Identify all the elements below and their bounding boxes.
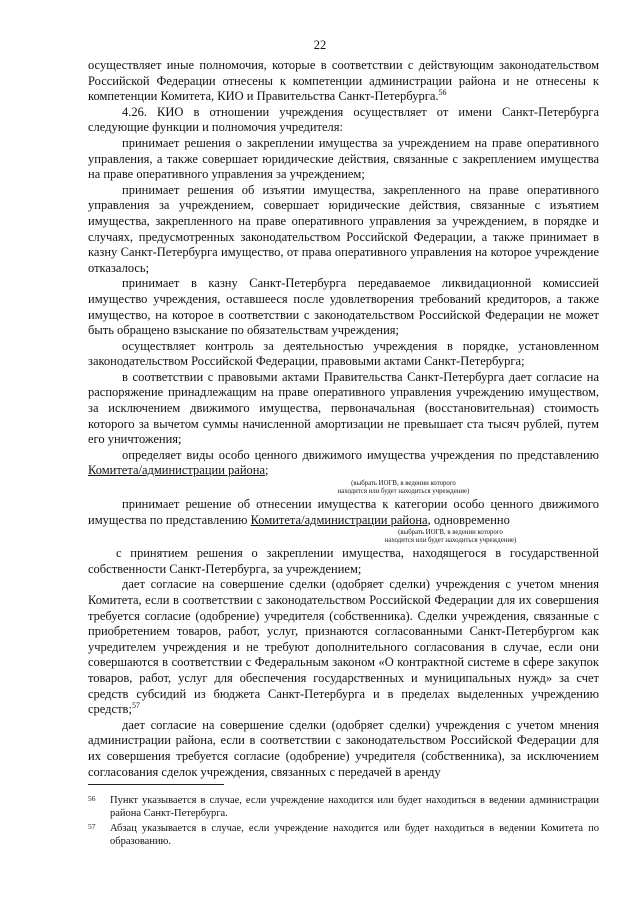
paragraph-consent-disposal: в соответствии с правовыми актами Правительства Санкт-Петербурга дает согласие на распоряжение принадлежащим на праве оперативного управления учреждению имуществом, за исключением движимого имущества, первоначальная (восстановительная) стоимость которого за вычетом суммы начисленной амортизации не превышает ста тысяч рублей, путем его уничтожения;: [88, 369, 599, 447]
note-line: находится или будет находиться учреждение): [337, 488, 470, 496]
note-line: (выбрать ИОГВ, в ведении которого: [398, 529, 503, 537]
paragraph-other-powers: [88, 58, 599, 105]
paragraph-4-26: 4.26. КИО в отношении учреждения осуществляет от имени Санкт-Петербурга следующие функции и полномочия учредителя:: [88, 104, 599, 135]
paragraph-assign-property: принимает решения о закреплении имущества за учреждением на праве оперативного управления, а также совершает юридические действия, связанные с закреплением имущества на праве оперативного управления за учреждением;: [88, 135, 599, 182]
footnote-number: 57: [88, 822, 96, 831]
paragraph-treasury-liquidation: принимает в казну Санкт-Петербурга передаваемое ликвидационной комиссией имущество учреждения, оставшееся после удовлетворения требований кредиторов, а также имущество, на которое в соответствии с законодательством Российской Федерации не может быть обращено взыскание по обязательствам учреждения;: [88, 276, 599, 338]
document-body: [88, 58, 599, 780]
footnote-number: 56: [88, 794, 96, 803]
paragraph-consent-committee: [88, 577, 599, 717]
note-line: (выбрать ИОГВ, в ведении которого: [351, 480, 456, 488]
select-body-placeholder: Комитета/администрации района: [250, 512, 428, 527]
footnote-text: Пункт указывается в случае, если учреждение находится или будет находиться в ведении администрации района Санкт-Петербурга.: [110, 795, 599, 819]
paragraph-classify-valuable-property: [88, 497, 599, 528]
footnote-ref-57: 57: [131, 701, 140, 710]
footnote-text: Абзац указывается в случае, если учреждение находится или будет находиться в ведении Комитета по образованию.: [110, 823, 599, 847]
footnote-ref-56: 56: [438, 88, 447, 98]
paragraph-text: определяет виды особо ценного движимого имущества учреждения по представлению: [122, 447, 599, 462]
paragraph-text: дает согласие на совершение сделки (одобряет сделки) учреждения с учетом мнения Комитета, если в соответствии с законодательством Российской Федерации для их совершения требуется согласие (одобрение) учредителя (собственника). Сделки учреждения, связанные с приобретением товаров, работ, услуг, признаются согласованными Санкт-Петербургом как учредителем учреждения и не требуют дополнительного согласования в случае, если они совершаются в соответствии с Федеральным законом «О контрактной системе в сфере закупок товаров, работ, услуг для обеспечения государственных и муниципальных нужд» за счет средств субсидий из бюджета Санкт-Петербурга и в пределах выделенных учреждению средств;: [88, 577, 599, 717]
paragraph-text: осуществляет иные полномочия, которые в соответствии с действующим законодательством Российской Федерации отнесены к компетенции администрации района и не отнесены к компетенции Комитета, КИО и Правительства Санкт-Петербурга.: [88, 58, 599, 104]
paragraph-text: ;: [265, 463, 269, 478]
footnote-57: [88, 822, 599, 848]
footnote-56: [88, 794, 599, 820]
select-body-note: [88, 480, 599, 496]
page-number: 22: [313, 38, 327, 52]
footnote-divider: [88, 784, 224, 785]
paragraph-text: принимает решение об отнесении имущества к категории особо ценного движимого имущества по представлению: [88, 497, 599, 527]
select-body-note: [88, 529, 599, 545]
paragraph-control: осуществляет контроль за деятельностью учреждения в порядке, установленном законодательством Российской Федерации, правовыми актами Санкт-Петербурга;: [88, 338, 599, 369]
paragraph-withdraw-property: принимает решения об изъятии имущества, закрепленного на праве оперативного управления за учреждением, совершает юридические действия, связанные с изъятием имущества, закрепленного на праве оперативного управления за учреждением, в порядке и случаях, предусмотренных законодательством Российской Федерации, а также принимает в казну Санкт-Петербурга имущество, от права оперативного управления на которое учреждение отказалось;: [88, 182, 599, 275]
select-body-placeholder: Комитета/администрации района: [88, 463, 265, 478]
paragraph-consent-administration: дает согласие на совершение сделки (одобряет сделки) учреждения с учетом мнения администрации района, если в соответствии с законодательством Российской Федерации для их совершения требуется согласие (одобрение) учредителя (собственника), за исключением согласования сделок учреждения, связанных с передачей в аренду: [88, 717, 599, 779]
paragraph-simultaneous-decision: с принятием решения о закреплении имущества, находящегося в государственной собственности Санкт-Петербурга, за учреждением;: [88, 546, 599, 576]
paragraph-text: , одновременно: [427, 512, 510, 527]
note-line: находится или будет находиться учреждение): [384, 537, 517, 545]
paragraph-define-valuable-property: [88, 448, 599, 479]
footnotes: [88, 794, 599, 850]
